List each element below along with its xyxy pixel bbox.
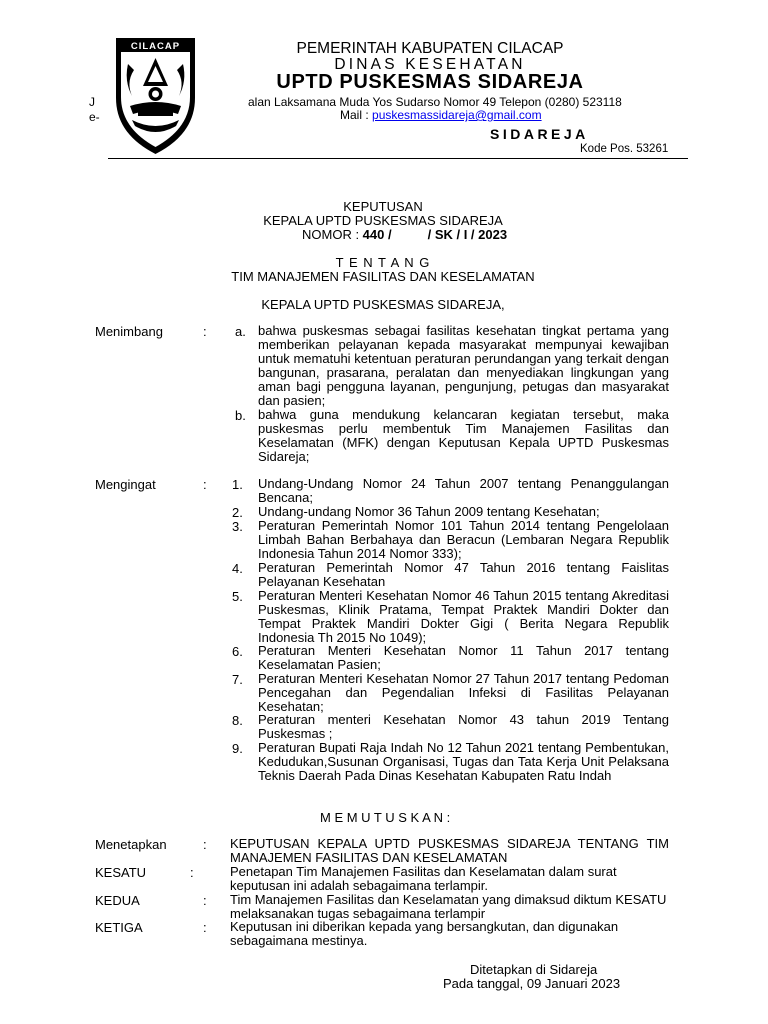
considering-item-a: bahwa puskesmas sebagai fasilitas kesehatan tingkat pertama yang memberikan pelayanan kepada masyarakat mempunyai kewajiban untuk mematuhi ketentuan peraturan perundangan yang terkait dengan bangunan, prasarana, peralatan dan menyediakan lingkungan yang aman bagi pengguna layanan, pengunjung, petugas dan masyarakat dan pasien;: [258, 323, 669, 408]
nomor-part-a: 440 /: [362, 227, 392, 242]
label-menetapkan: Menetapkan: [95, 837, 167, 852]
header-mail: [340, 108, 542, 122]
legal-basis-item: Peraturan menteri Kesehatan Nomor 43 tahun 2019 Tentang Puskesmas ;: [258, 712, 669, 741]
colon: :: [203, 324, 207, 339]
legal-basis-item: Peraturan Bupati Raja Indah No 12 Tahun 2021 tentang Pembentukan, Kedudukan,Susunan Organisasi, Tugas dan Tata Kerja Unit Pelaksana Teknis Daerah Pada Dinas Kesehatan Kabupaten Ratu Indah: [258, 740, 669, 783]
item-number: 6.: [232, 644, 243, 659]
legal-basis-item: Peraturan Menteri Kesehatan Nomor 46 Tahun 2015 tentang Akreditasi Puskesmas, Klinik Pratama, Tempat Praktek Mandiri Dokter dan Tempat Praktek Mandiri Dokter Gigi ( Berita Negara Republik Indonesia Th 2015 No 1049);: [258, 588, 669, 645]
colon: :: [203, 837, 207, 852]
header-address: alan Laksamana Muda Yos Sudarso Nomor 49 Telepon (0280) 523118: [248, 95, 622, 109]
title-subject: TIM MANAJEMEN FASILITAS DAN KESELAMATAN: [231, 269, 535, 284]
mail-label: Mail :: [340, 108, 373, 122]
title-tentang: T E N T A N G: [335, 255, 431, 270]
decree-number: [302, 227, 507, 242]
item-number: 4.: [232, 561, 243, 576]
diktum-ketiga: Keputusan ini diberikan kepada yang bersangkutan, dan digunakan sebagaimana mestinya.: [230, 919, 619, 948]
colon: :: [203, 477, 207, 492]
label-kedua: KEDUA: [95, 893, 140, 908]
nomor-label: NOMOR :: [302, 227, 363, 242]
item-number: b.: [235, 408, 246, 423]
legal-basis-item: Peraturan Pemerintah Nomor 101 Tahun 2014 tentang Pengelolaan Limbah Bahan Berbahaya dan Beracun (Lembaran Negara Republik Indonesia Tahun 2014 Nomor 333);: [258, 518, 669, 561]
header-city: SIDAREJA: [490, 126, 589, 142]
item-number: a.: [235, 324, 246, 339]
considering-item-b: bahwa guna mendukung kelancaran kegiatan tersebut, maka puskesmas perlu membentuk Tim Manajemen Fasilitas dan Keselamatan (MFK) dengan Keputusan Kepala UPTD Puskesmas Sidareja;: [258, 407, 669, 464]
svg-text:CILACAP: CILACAP: [130, 41, 181, 52]
colon: :: [203, 893, 207, 908]
item-number: 1.: [232, 477, 243, 492]
title-keputusan: KEPUTUSAN: [343, 199, 423, 214]
colon: :: [203, 920, 207, 935]
header-department: DINAS KESEHATAN: [334, 56, 526, 73]
item-number: 3.: [232, 519, 243, 534]
colon: :: [190, 865, 194, 880]
legal-basis-item: Peraturan Menteri Kesehatan Nomor 11 Tahun 2017 tentang Keselamatan Pasien;: [258, 643, 669, 672]
legal-basis-item: Undang-Undang Nomor 24 Tahun 2007 tentang Penanggulangan Bencana;: [258, 476, 669, 505]
address-fragment: J: [89, 95, 95, 109]
diktum-kesatu: Penetapan Tim Manajemen Fasilitas dan Keselamatan dalam surat keputusan ini adalah sebagaimana terlampir.: [230, 864, 617, 893]
item-number: 8.: [232, 713, 243, 728]
postal-code: Kode Pos. 53261: [580, 143, 669, 155]
nomor-part-b: / SK / I / 2023: [427, 227, 508, 242]
item-number: 2.: [232, 505, 243, 520]
issued-place: Ditetapkan di Sidareja: [470, 962, 598, 977]
item-number: 9.: [232, 741, 243, 756]
label-menimbang: Menimbang: [95, 324, 163, 339]
diktum-menetapkan: KEPUTUSAN KEPALA UPTD PUSKESMAS SIDAREJA TENTANG TIM MANAJEMEN FASILITAS DAN KESELAMATAN: [230, 836, 669, 865]
header-government: PEMERINTAH KABUPATEN CILACAP: [296, 40, 564, 57]
cilacap-emblem-logo: [108, 36, 203, 156]
label-mengingat: Mengingat: [95, 477, 156, 492]
header-institution: UPTD PUSKESMAS SIDAREJA: [276, 71, 584, 93]
label-kesatu: KESATU: [95, 865, 147, 880]
opening-statement: KEPALA UPTD PUSKESMAS SIDAREJA,: [261, 297, 505, 312]
legal-basis-item: Peraturan Pemerintah Nomor 47 Tahun 2016 tentang Faislitas Pelayanan Kesehatan: [258, 560, 669, 589]
issued-date: Pada tanggal, 09 Januari 2023: [443, 976, 621, 991]
item-number: 7.: [232, 672, 243, 687]
email-link[interactable]: puskesmassidareja@gmail.com: [372, 108, 542, 122]
heading-memutuskan: M E M U T U S K A N :: [320, 810, 451, 825]
title-kepala: KEPALA UPTD PUSKESMAS SIDAREJA: [263, 213, 503, 228]
legal-basis-item: Undang-undang Nomor 36 Tahun 2009 tentang Kesehatan;: [258, 504, 600, 519]
legal-basis-item: Peraturan Menteri Kesehatan Nomor 27 Tahun 2017 tentang Pedoman Pencegahan dan Pegendalian Infeksi di Fasilitas Pelayanan Kesehatan;: [258, 671, 669, 714]
item-number: 5.: [232, 589, 243, 604]
label-ketiga: KETIGA: [95, 920, 143, 935]
diktum-kedua: Tim Manajemen Fasilitas dan Keselamatan yang dimaksud diktum KESATU melaksanakan tugas sebagaimana terlampir: [230, 892, 667, 921]
mail-fragment: e-: [89, 110, 100, 124]
header-divider: [108, 158, 688, 159]
